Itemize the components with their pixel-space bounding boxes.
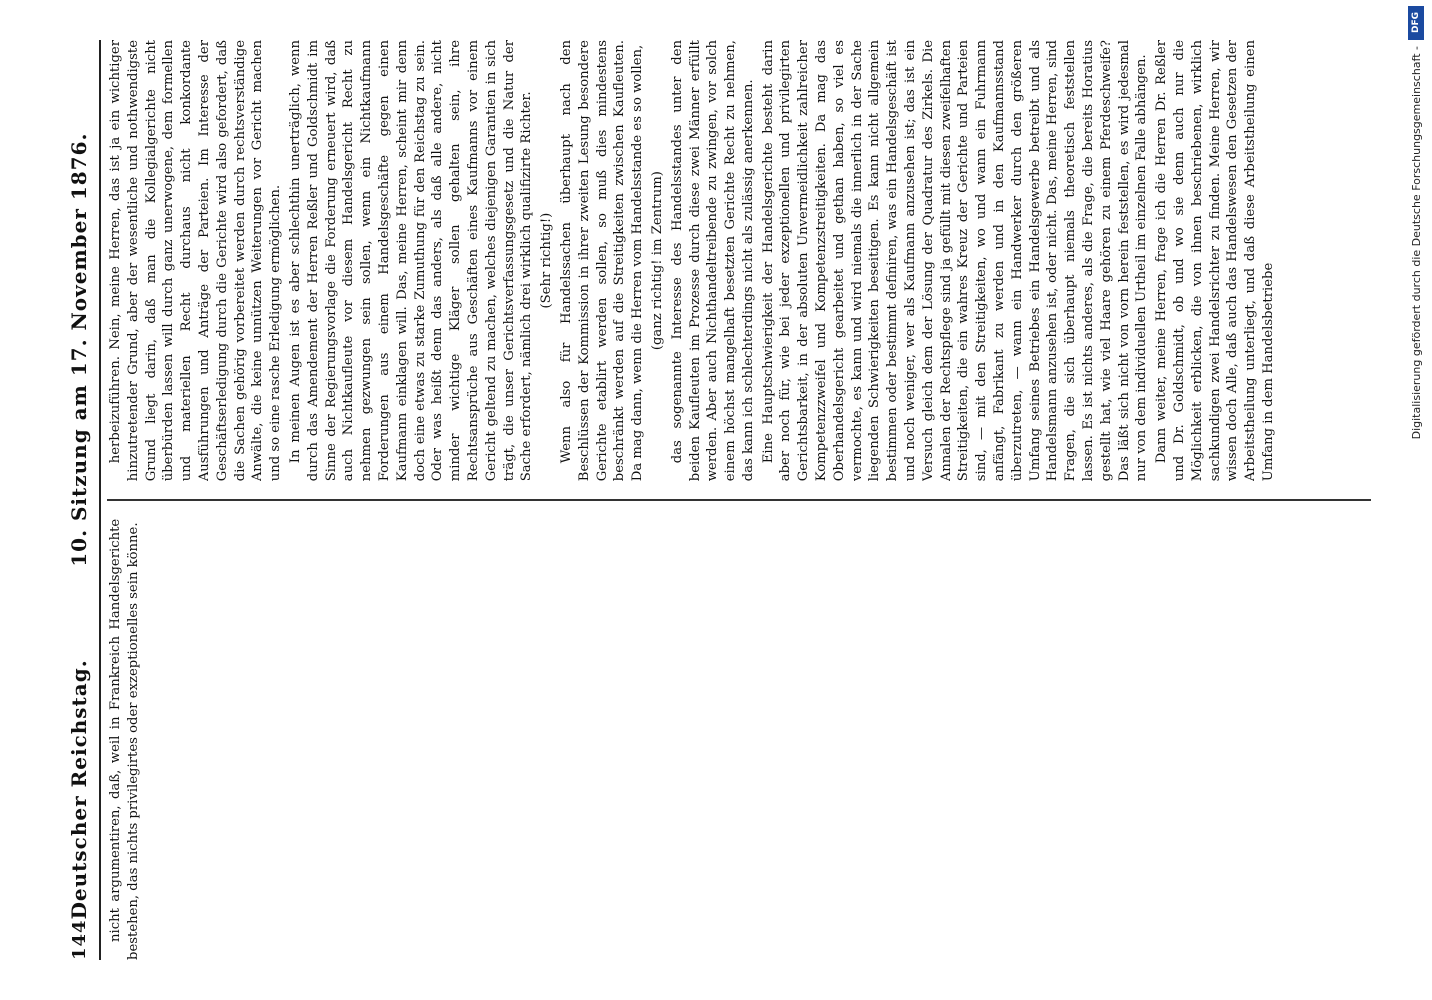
paragraph: Wenn also für Handelssachen überhaupt nach den Beschlüssen der Kommission in ihrer zweiten Lesung besondere Gerichte etablirt werden sollen, so muß dies mindestens beschränkt werden auf die Streitigkeiten zwischen Kaufleuten. Da mag dann, wenn die Herren vom Handelsstande es so wollen, <box>558 40 646 482</box>
text-columns <box>107 40 1371 960</box>
paragraph: nicht argumentiren, daß, weil in Frankreich Handelsgerichte bestehen, das nichts privilegirtes oder exzeptionelles sein könne. <box>108 518 141 960</box>
digitization-watermark <box>1402 6 1430 766</box>
paragraph: Dann weiter, meine Herren, frage ich die Herren Dr. Reßler und Dr. Goldschmidt, ob und wo sie denn auch nur die Möglichkeit erblicken, die von ihnen beschriebenen, wirklich sachkundigen zwei Handelsrichter zu finden. Meine Herren, wir wissen doch Alle, daß auch das Handelswesen den Gesetzen der Arbeitstheilung unterliegt, und daß diese Arbeitstheilung einen Umfang in dem Handelsbetriebe <box>1154 40 1276 482</box>
watermark-text: Digitalisierung gefördert durch die Deutsche Forschungsgemeinschaft - <box>1409 46 1423 440</box>
header-session-title: 10. Sitzung am 17. November 1876. <box>67 132 91 567</box>
column-right <box>107 40 1371 481</box>
interjection: (ganz richtig! im Zentrum) <box>649 171 665 351</box>
paragraph: Eine Hauptschwierigkeit der Handelsgerichte besteht darin aber noch für, wie bei jeder exzeptionellen und privilegirten Gerichtsbarkeit, in der absoluten Unvermeidlichkeit zahlreicher Kompetenzzweifel und Kompetenzstreitigkeiten. Da mag das Oberhandelsgericht gearbeitet und gethan haben, so viel es vermochte, es kann und wird niemals die innerlich in der Sache liegenden Schwierigkeiten beseitigen. Es kann nicht allgemein bestimmen oder bestimmt definiren, was ein Handelsgeschäft ist und noch weniger, wer als Kaufmann anzusehen ist; das ist ein Versuch gleich dem der Lösung der Quadratur des Zirkels. Die Annalen der Rechtspflege sind ja gefüllt mit diesen zweifelhaften Streitigkeiten, die ein wahres Kreuz der Gerichte und Parteien sind, — mit den Streitigkeiten, wo und wann ein Fuhrmann anfängt, Fabrikant zu werden und in den Kaufmannsstand überzutreten, — wann ein Handwerker durch den größeren Umfang seines Betriebes ein Handelsgewerbe betreibt und als Handelsmann anzusehen ist, oder nicht. Das, meine Herren, sind Fragen, die sich überhaupt niemals theoretisch feststellen lassen. Es ist nichts anderes, als die Frage, die bereits Horatius gestellt hat, wie viel Haare gehören zu einem Pferdeschweife? Das läßt sich nicht von vorn herein feststellen, es wird jedesmal nur von dem individuellen Urtheil im einzelnen Falle abhängen. <box>760 40 1150 482</box>
page-number: 144 <box>68 919 90 960</box>
rotated-print-page <box>51 20 1381 980</box>
paragraph: das sogenannte Interesse des Handelsstandes unter den beiden Kaufleuten im Prozesse durch diese zwei Männer erfüllt werden. Aber auch Nichthandeltreibende zu zwingen, vor solch einem höchst mangelhaft besetzten Gerichte Recht zu nehmen, das kann ich schlechterdings nicht als zulässig anerkennen. <box>669 40 756 482</box>
page-header <box>59 40 101 960</box>
column-divider <box>107 499 1371 501</box>
interjection: (Sehr richtig!) <box>539 212 555 309</box>
paragraph: In meinen Augen ist es aber schlechthin unerträglich, wenn durch das Amendement der Herren Reßler und Goldschmidt im Sinne der Regierungsvorlage die Forderung erneuert wird, daß auch Nichtkaufleute vor diesem Handelsgericht Recht zu nehmen gezwungen sein sollen, wenn ein Nichtkaufmann Forderungen aus einem Handelsgeschäfte gegen einen Kaufmann einklagen will. Das, meine Herren, scheint mir denn doch eine etwas zu starke Zumuthung für den Reichstag zu sein. Oder was heißt denn das anders, als daß alle andere, nicht minder wichtige Kläger sollen gehalten sein, ihre Rechtsansprüche aus Geschäften eines Kaufmanns vor einem Gericht geltend zu machen, welches diejenigen Garantien in sich trägt, die unser Gerichtsverfassungsgesetz und die Natur der Sache erfordert, nämlich drei wirklich qualifizirte Richter. <box>287 40 535 482</box>
column-left <box>107 519 1371 960</box>
dfg-logo: DFG <box>1408 6 1424 40</box>
header-left-title: Deutscher Reichstag. <box>67 659 91 920</box>
paragraph: herbeizuführen. Nein, meine Herren, das ist ja ein wichtiger hinzutretender Grund, aber der wesentliche und nothwendigste Grund liegt darin, daß man die Kollegialgerichte nicht überbürden lassen will durch ganz unerwogene, dem formellen und materiellen Recht durchaus nicht konkordante Ausführungen und Anträge der Parteien. Im Interesse der Geschäftserledigung durch die Gerichte wird also gefordert, daß die Sachen gehörig vorbereitet werden durch rechtsverständige Anwälte, die keine unnützen Weiterungen vor Gericht machen und so eine rasche Erledigung ermöglichen. <box>108 40 284 482</box>
